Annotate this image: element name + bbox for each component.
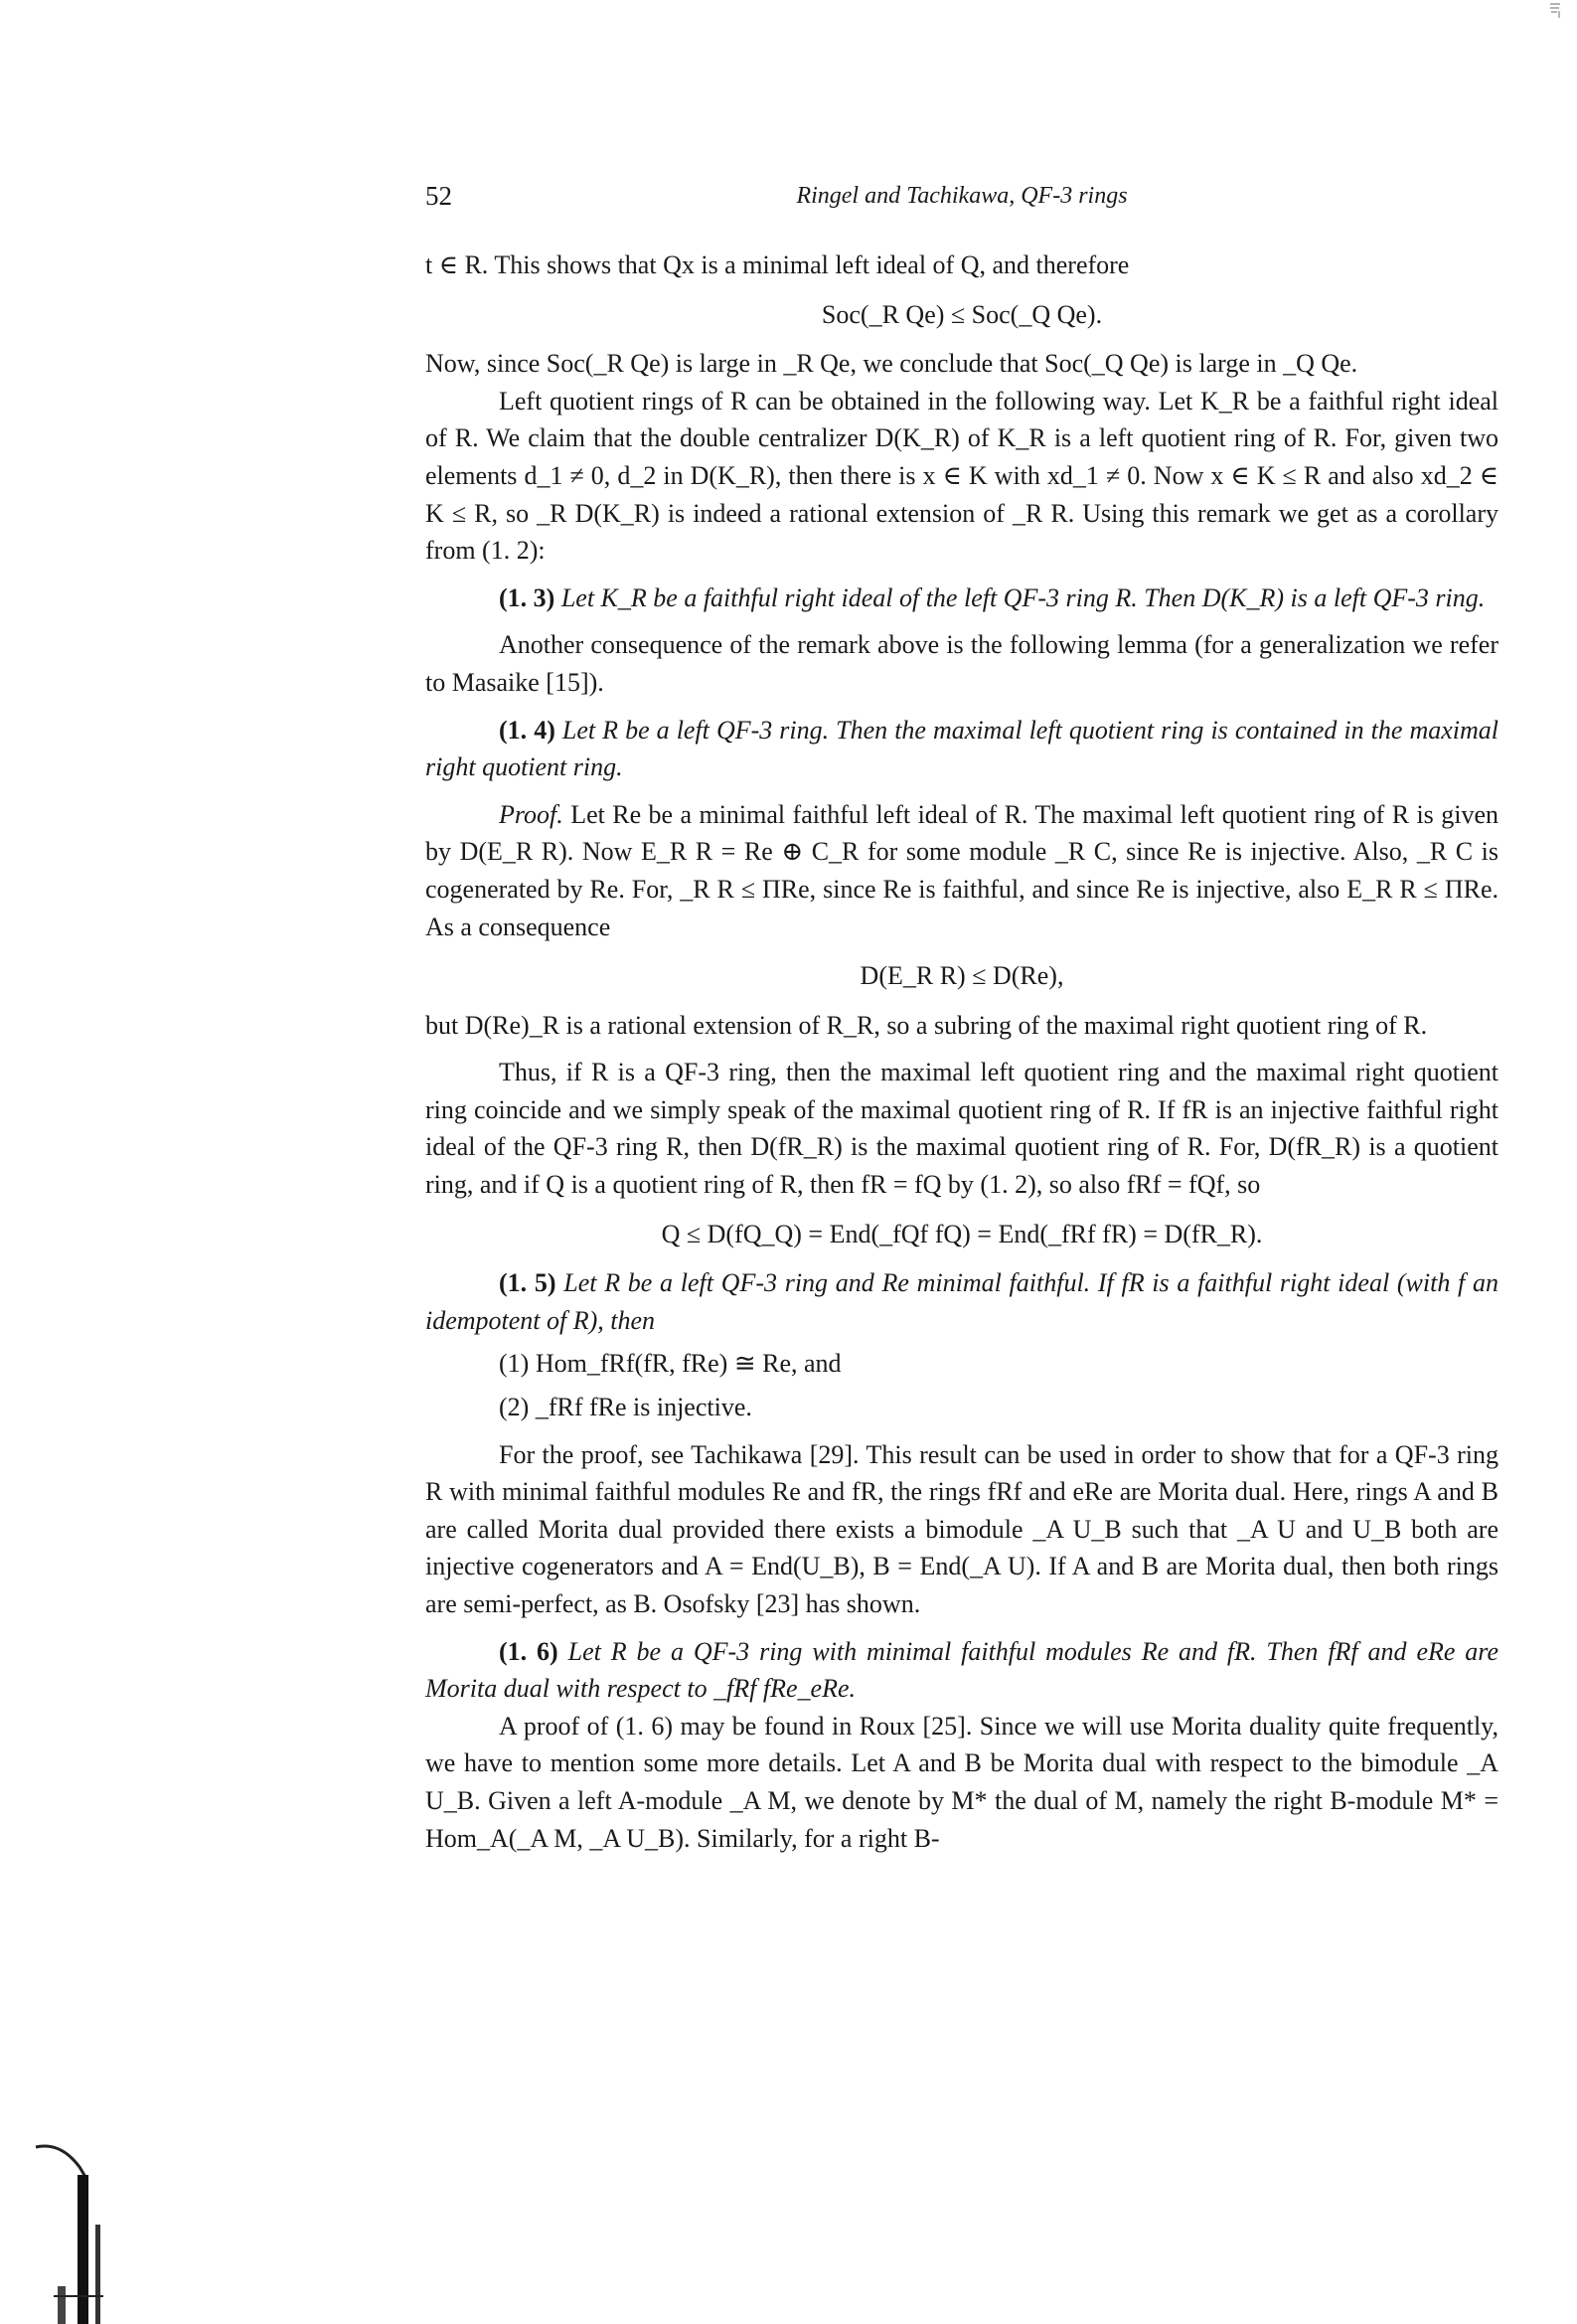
theorem-text: Let K_R be a faithful right ideal of the left QF-3 ring R. Then D(K_R) is a left QF-3 ring. [560, 582, 1486, 612]
theorem-text: Let R be a left QF-3 ring. Then the maximal left quotient ring is contained in the maximal right quotient ring. [425, 715, 1498, 782]
theorem-item-2: (2) _fRf fRe is injective. [499, 1393, 752, 1422]
theorem-label: (1. 6) [499, 1636, 558, 1666]
page-header [425, 181, 1498, 221]
running-head: Ringel and Tachikawa, QF-3 rings [796, 183, 1128, 209]
paragraph-qf3-coincide: Thus, if R is a QF-3 ring, then the maximal left quotient ring and the maximal right quotient ring coincide and we simply speak of the maximal quotient ring of R. If fR is an injective faithful right ideal of the QF-3 ring R, then D(fR_R) is the maximal quotient ring of R. For, D(fR_R) is a quotient ring, and if Q is a quotient ring of R, then fR = fQ by (1. 2), so also fRf = fQf, so [425, 1058, 1498, 1200]
theorem-item-1: (1) Hom_fRf(fR, fRe) ≅ Re, and [499, 1349, 842, 1379]
paragraph-proof-tachikawa: For the proof, see Tachikawa [29]. This result can be used in order to show that for a QF-3 ring R with minimal faithful modules Re and fR, the rings fRf and eRe are Morita dual. Here, rings A and B are called Morita dual provided there exists a bimodule _A U_B such that _A U and U_B both are injective cogenerators and A = End(U_B), B = End(_A U). If A and B are Morita dual, then both rings are semi-perfect, as B. Osofsky [23] has shown. [425, 1439, 1498, 1618]
theorem-1-4 [425, 712, 1498, 786]
paragraph-roux: A proof of (1. 6) may be found in Roux [25]. Since we will use Morita duality quite frequently, we have to mention some more details. Let A and B be Morita dual with respect to the bimodule _A U_B. Given a left A-module _A M, we denote by M* the dual of M, namely the right B-module M* = Hom_A(_A M, _A U_B). Similarly, for a right B- [425, 1711, 1498, 1853]
scan-margin-artifact [34, 2137, 113, 2324]
theorem-1-6 [425, 1633, 1498, 1708]
theorem-1-3 [425, 580, 1498, 617]
paragraph-p1: t ∈ R. This shows that Qx is a minimal left ideal of Q, and therefore [425, 250, 1130, 279]
display-formula-soc: Soc(_R Qe) ≤ Soc(_Q Qe). [821, 299, 1103, 329]
scan-corner-mark [1547, 2, 1563, 20]
proof-label: Proof. [499, 799, 563, 829]
paragraph-left-quotient-rings: Left quotient rings of R can be obtained in the following way. Let K_R be a faithful right ideal of R. We claim that the double centralizer D(K_R) of K_R is a left quotient ring of R. For, given two elements d_1 ≠ 0, d_2 in D(K_R), then there is x ∈ K with xd_1 ≠ 0. Now x ∈ K ≤ R and also xd_2 ∈ K ≤ R, so _R D(K_R) is indeed a rational extension of _R R. Using this remark we get as a corollary from (1. 2): [425, 386, 1498, 566]
proof-paragraph [425, 796, 1498, 945]
page-body [425, 247, 1498, 1857]
paragraph-another-consequence: Another consequence of the remark above is the following lemma (for a generalization we refer to Masaike [15]). [425, 630, 1498, 697]
display-formula-der: D(E_R R) ≤ D(Re), [860, 961, 1064, 991]
proof-text: Let Re be a minimal faithful left ideal of R. The maximal left quotient ring of R is given by D(E_R R). Now E_R R = Re ⊕ C_R for some module _R C, since Re is injective. Also, _R C is cogenerated by Re. For, _R R ≤ ΠRe, since Re is faithful, and since Re is injective, also E_R R ≤ ΠRe. As a consequence [425, 799, 1498, 941]
display-formula-end: Q ≤ D(fQ_Q) = End(_fQf fQ) = End(_fRf fR) = D(fR_R). [661, 1219, 1263, 1248]
paragraph-p10: but D(Re)_R is a rational extension of R_R, so a subring of the maximal right quotient ring of R. [425, 1010, 1428, 1040]
page-number: 52 [425, 181, 452, 211]
paragraph-p3: Now, since Soc(_R Qe) is large in _R Qe, we conclude that Soc(_Q Qe) is large in _Q Qe. [425, 349, 1358, 379]
theorem-label: (1. 3) [499, 582, 555, 612]
theorem-label: (1. 5) [499, 1268, 556, 1298]
theorem-1-5 [425, 1264, 1498, 1339]
theorem-label: (1. 4) [499, 715, 555, 745]
theorem-text: Let R be a QF-3 ring with minimal faithful modules Re and fR. Then fRf and eRe are Morita dual with respect to _fRf fRe_eRe. [425, 1636, 1498, 1704]
theorem-text: Let R be a left QF-3 ring and Re minimal faithful. If fR is a faithful right ideal (with f an idempotent of R), then [425, 1268, 1498, 1335]
